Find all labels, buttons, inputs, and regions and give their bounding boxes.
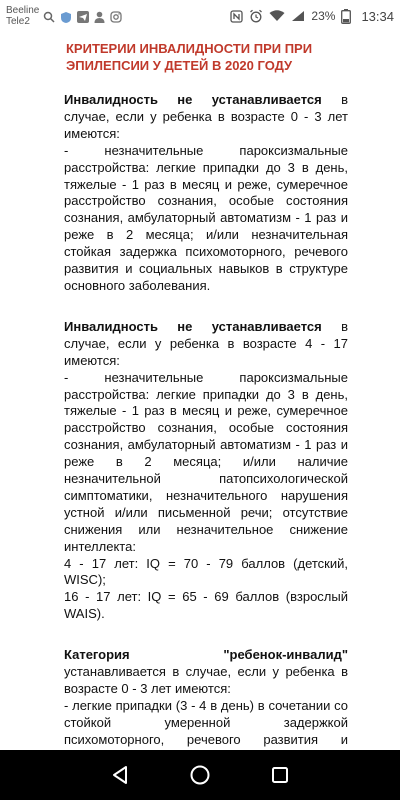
telegram-icon [77,11,89,23]
section-intro: устанавливается в случае, если у ребенка в возрасте 0 - 3 лет имеются: [64,664,348,696]
section-intro: в случае, если у ребенка в возрасте 4 - 17 имеются: [64,318,348,368]
carrier-names [6,5,39,27]
section-heading: Инвалидность не устанавливается [64,318,322,334]
section-line: - незначительные пароксизмальные расстройства: легкие припадки до 3 в день, тяжелые - 1 раз в месяц и реже, сумеречное расстройство сознания, особые состояния сознания, амбулаторный автоматизм - 1 раз и реже в 2 месяца; и/или наличие незначительной патопсихологической симптоматики, незначительного нарушения устной и/или письменной речи; отсутствие снижения или незначительное снижение интеллекта: [64,369,348,554]
section-heading: Инвалидность не устанавливается [64,92,322,107]
back-button[interactable] [100,755,140,795]
nfc-icon [230,10,243,23]
recents-button[interactable] [260,755,300,795]
alarm-icon [249,9,263,23]
battery-percent: 23% [311,9,336,23]
instagram-icon [110,11,122,23]
signal-icon [291,10,305,22]
search-icon [43,11,55,23]
section-paragraph [64,647,348,698]
section-heading: Категория "ребенок-инвалид" [64,647,348,663]
section-line: 4 - 17 лет: IQ = 70 - 79 баллов (детский, WISC); [64,555,348,588]
person-icon [94,11,105,23]
status-bar [0,0,400,32]
back-icon [111,765,129,785]
wifi-icon [269,10,285,22]
navigation-bar [0,750,400,800]
section-line: - легкие припадки (3 - 4 в день) в сочетании со стойкой умеренной задержкой психомоторного, речевого развития и [64,697,348,747]
carrier-2: Tele2 [6,16,30,27]
section-no-disability-4-17 [64,319,348,623]
section-line: 16 - 17 лет: IQ = 65 - 69 баллов (взрослый WAIS). [64,589,348,622]
article-title: КРИТЕРИИ ИНВАЛИДНОСТИ ПРИ ПРИ ЭПИЛЕПСИИ У ДЕТЕЙ В 2020 ГОДУ [66,41,313,73]
section-intro: в случае, если у ребенка в возрасте 0 - 3 лет имеются: [64,92,348,141]
system-status-icons [230,9,394,24]
section-paragraph [64,92,348,143]
battery-icon [341,9,351,24]
home-icon [190,765,210,785]
clock: 13:34 [361,8,394,24]
section-paragraph [64,319,348,370]
section-no-disability-0-3 [64,92,348,295]
recents-icon [271,766,289,784]
notification-icons [43,11,122,24]
carrier-1: Beeline [6,5,40,16]
article-content [64,40,348,800]
section-line: - незначительные пароксизмальные расстройства: легкие припадки до 3 в день, тяжелые - 1 раз в месяц и реже, сумеречное расстройство сознания, особые состояния сознания, амбулаторный автоматизм - 1 раз и реже в 2 месяца; и/или незначительная стойкая задержка психомоторного, речевого развития и социальных навыков в структуре основного заболевания. [64,142,348,293]
home-button[interactable] [180,755,220,795]
shield-icon [60,11,72,24]
